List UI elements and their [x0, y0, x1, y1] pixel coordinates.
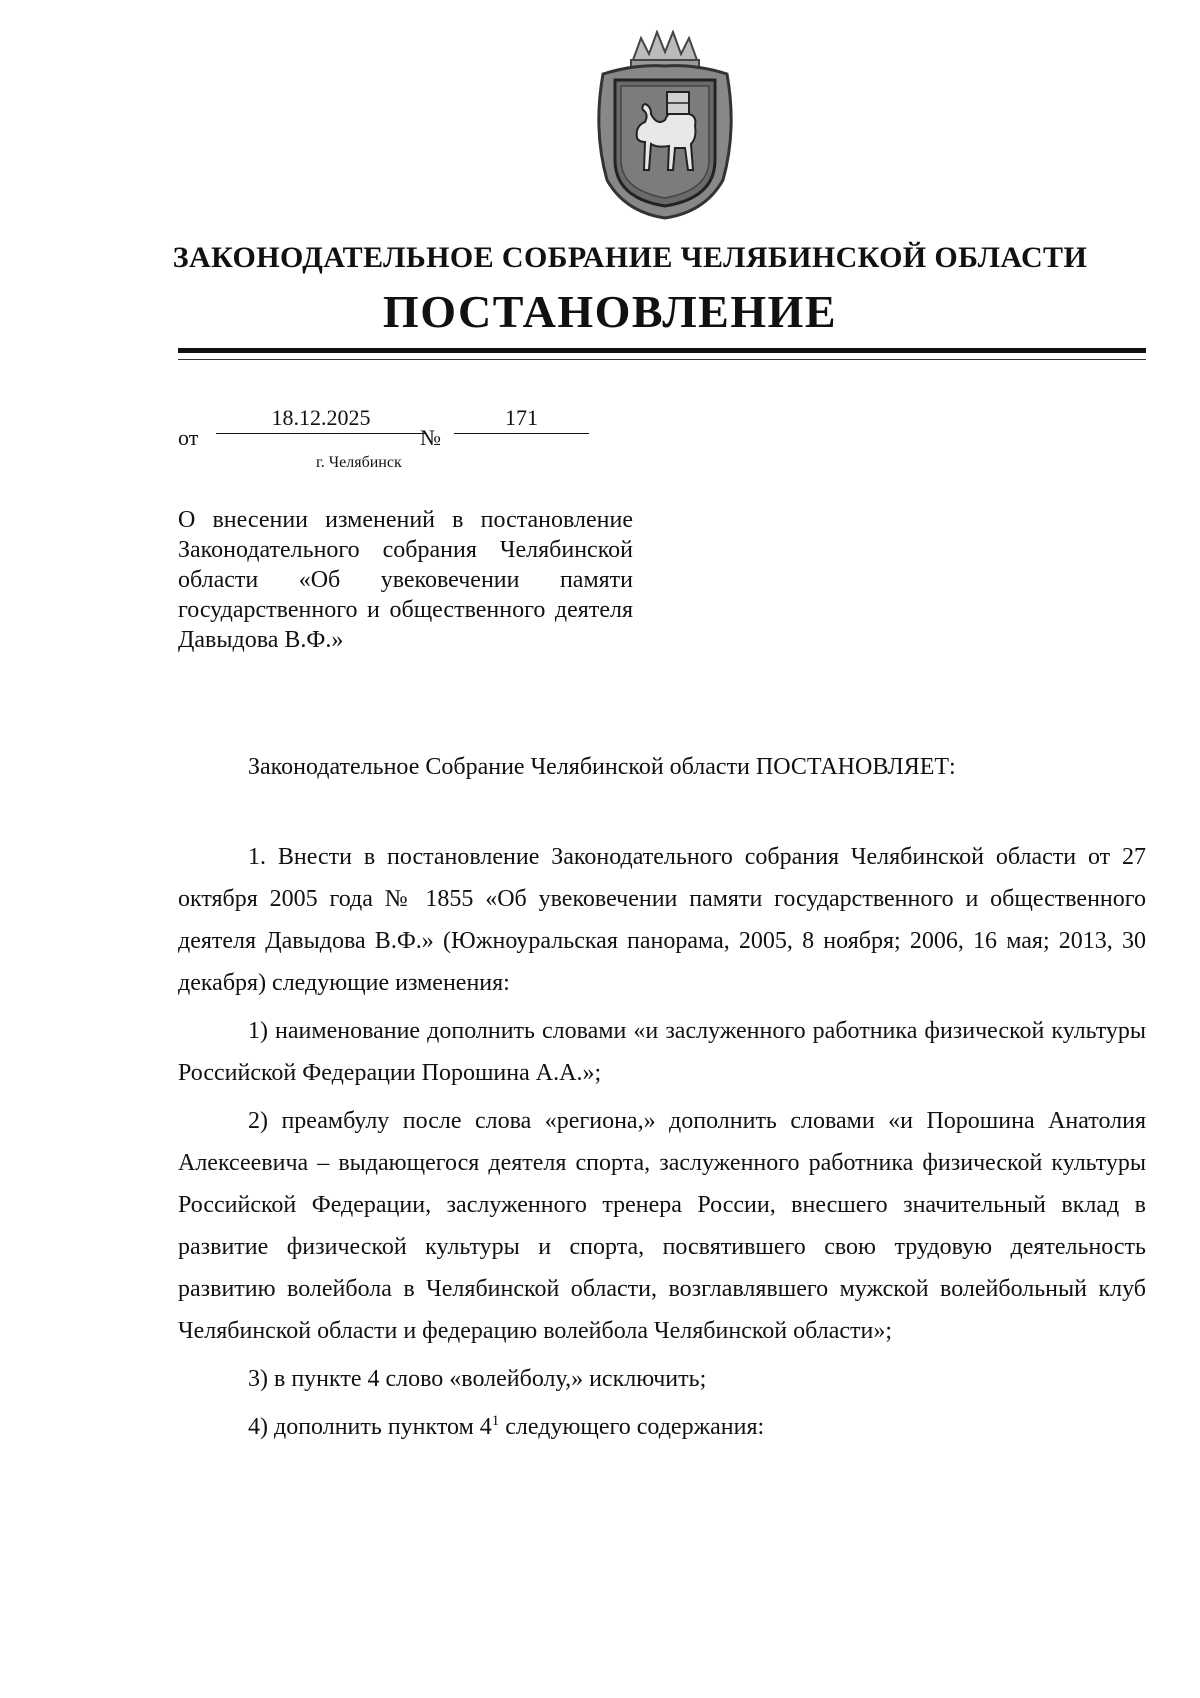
paragraph-5-text: 4) дополнить пунктом 4 — [248, 1414, 492, 1440]
header-rule-thick — [178, 348, 1146, 353]
organization-name: ЗАКОНОДАТЕЛЬНОЕ СОБРАНИЕ ЧЕЛЯБИНСКОЙ ОБЛАСТИ — [172, 241, 1088, 274]
document-body — [178, 836, 1146, 1448]
header-rule-thin — [178, 359, 1146, 360]
from-label: от — [178, 425, 199, 450]
city: г. Челябинск — [316, 454, 402, 471]
paragraph-2: 1) наименование дополнить словами «и заслуженного работника физической культуры Российской Федерации Порошина А.А.»; — [178, 1018, 1146, 1086]
document-number: 171 — [454, 405, 589, 434]
document-date: 18.12.2025 — [216, 405, 426, 434]
chelyabinsk-coat-of-arms-icon — [585, 30, 745, 220]
paragraph-5 — [178, 1406, 1146, 1448]
number-label: № — [420, 425, 441, 450]
document-header — [0, 238, 1200, 340]
paragraph-5-text-end: следующего содержания: — [499, 1414, 765, 1440]
preamble: Законодательное Собрание Челябинской области ПОСТАНОВЛЯЕТ: — [248, 754, 956, 780]
paragraph-5-superscript: 1 — [491, 1413, 500, 1429]
paragraph-4: 3) в пункте 4 слово «волейболу,» исключить; — [248, 1366, 707, 1392]
paragraph-1: 1. Внести в постановление Законодательного собрания Челябинской области от 27 октября 2005 года № 1855 «Об увековечении памяти государственного и общественного деятеля Давыдова В.Ф.» (Южноуральская панорама, 2005, 8 ноября; 2006, 16 мая; 2013, 30 декабря) следующие изменения: — [178, 844, 1146, 996]
document-subject: О внесении изменений в постановление Законодательного собрания Челябинской области «Об увековечении памяти государственного и общественного деятеля Давыдова В.Ф.» — [178, 507, 633, 653]
paragraph-3: 2) преамбулу после слова «региона,» дополнить словами «и Порошина Анатолия Алексеевича – выдающегося деятеля спорта, заслуженного работника физической культуры Российской Федерации, заслуженного тренера России, внесшего значительный вклад в развитие физической культуры и спорта, посвятившего свою трудовую деятельность развитию волейбола в Челябинской области, возглавлявшего мужской волейбольный клуб Челябинской области и федерацию волейбола Челябинской области»; — [178, 1108, 1146, 1344]
document-type: ПОСТАНОВЛЕНИЕ — [382, 286, 838, 337]
